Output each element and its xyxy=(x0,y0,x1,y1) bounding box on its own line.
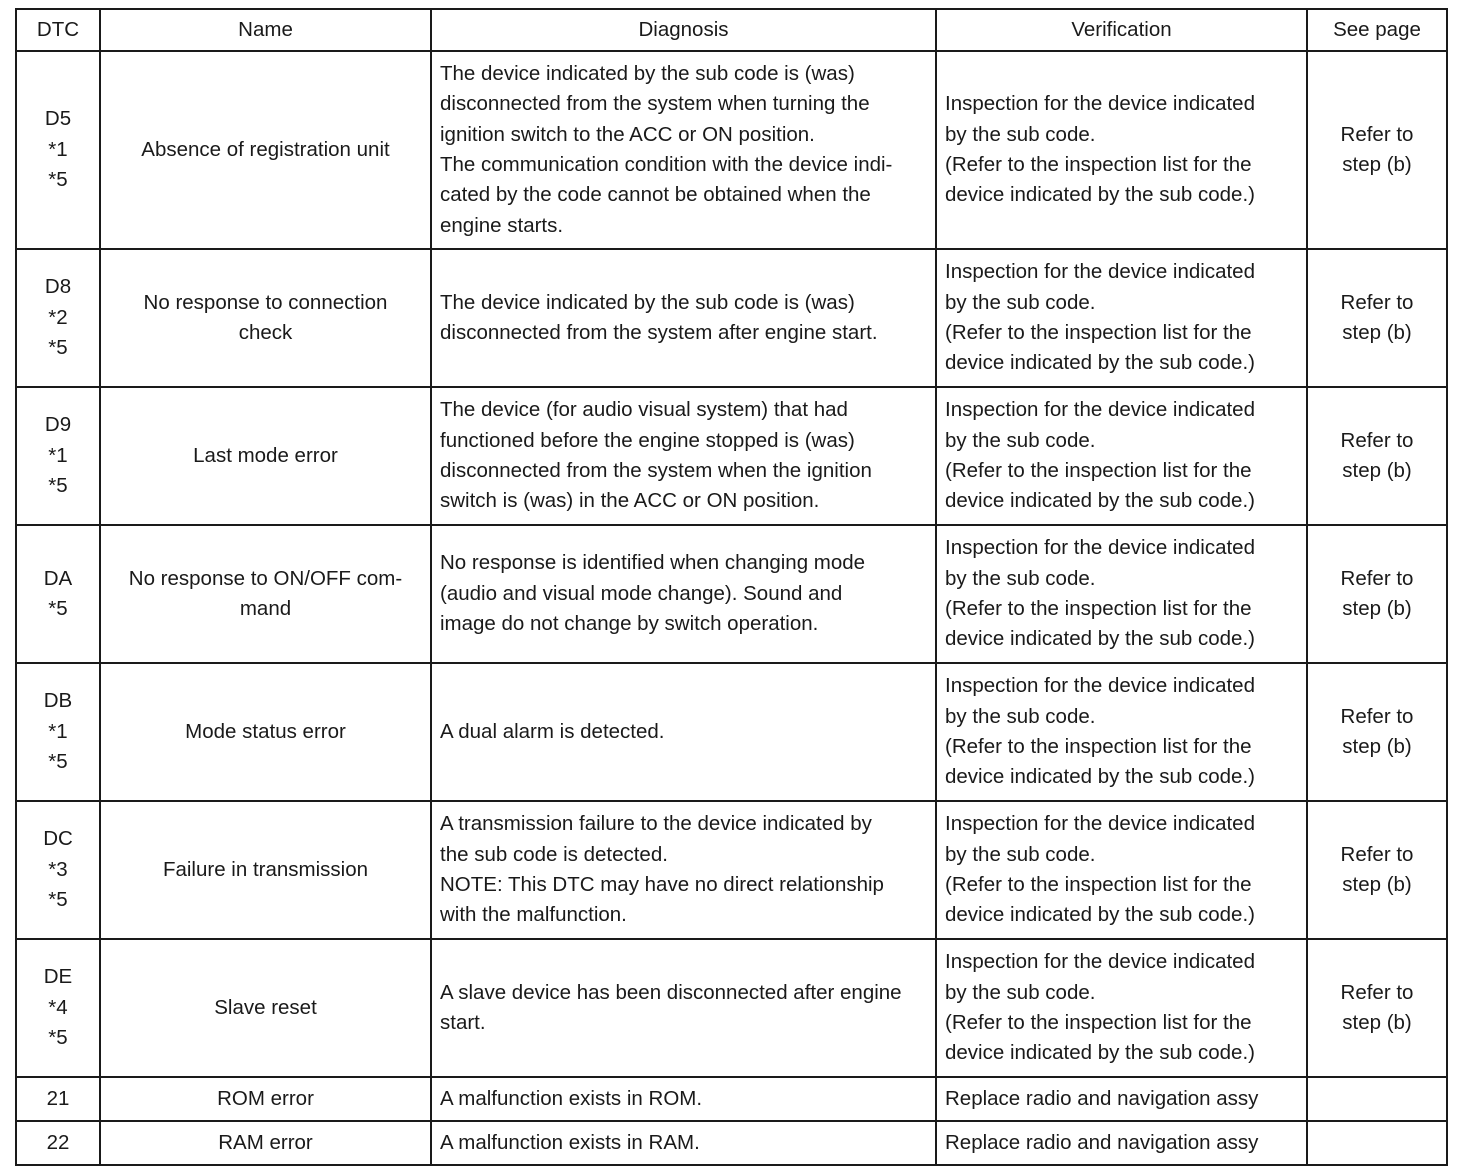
dtc-line: 22 xyxy=(46,1131,70,1154)
verification-line: Inspection for the device indicated xyxy=(945,812,1255,836)
dtc-line: D5 xyxy=(44,107,72,131)
name-line: No response to ON/OFF com- xyxy=(128,566,403,590)
verification-line: (Refer to the inspection list for the xyxy=(945,597,1252,620)
dtc-cell xyxy=(16,1077,100,1121)
header-see-page: See page xyxy=(1307,9,1447,51)
see_page-line: Refer to xyxy=(1340,122,1414,146)
name-cell xyxy=(100,801,431,939)
name-cell xyxy=(100,1121,431,1165)
see_page-line: step (b) xyxy=(1342,321,1412,344)
diagnosis-line: A slave device has been disconnected after engine xyxy=(440,980,902,1004)
name-cell xyxy=(100,939,431,1077)
diagnosis-line: A malfunction exists in ROM. xyxy=(440,1087,703,1110)
verification-line: device indicated by the sub code.) xyxy=(945,351,1255,375)
header-verification: Verification xyxy=(936,9,1307,51)
name-line: ROM error xyxy=(217,1087,314,1110)
see_page-line: Refer to xyxy=(1340,428,1414,452)
dtc-line: *5 xyxy=(48,750,68,774)
see_page-line: Refer to xyxy=(1340,290,1414,314)
diagnosis-cell xyxy=(431,525,936,663)
verification-line: device indicated by the sub code.) xyxy=(945,627,1255,651)
diagnosis-line: ignition switch to the ACC or ON position. xyxy=(440,122,815,146)
verification-cell xyxy=(936,1077,1307,1121)
dtc-line: *1 xyxy=(48,137,68,161)
dtc-line: DC xyxy=(43,827,73,851)
verification-line: by the sub code. xyxy=(945,704,1096,728)
diagnosis-line: the sub code is detected. xyxy=(440,842,668,866)
see_page-line: step (b) xyxy=(1342,1011,1412,1034)
dtc-line: *1 xyxy=(48,719,68,743)
verification-line: by the sub code. xyxy=(945,122,1096,146)
dtc-line: *5 xyxy=(48,888,68,912)
see_page-line: step (b) xyxy=(1342,735,1412,758)
see_page-line: Refer to xyxy=(1340,842,1414,866)
diagnosis-line: A malfunction exists in RAM. xyxy=(440,1131,700,1154)
verification-line: (Refer to the inspection list for the xyxy=(945,153,1252,176)
name-cell xyxy=(100,525,431,663)
see_page-line: Refer to xyxy=(1340,980,1414,1004)
table-row xyxy=(16,1121,1447,1165)
verification-cell xyxy=(936,1121,1307,1165)
verification-line: Replace radio and navigation assy xyxy=(945,1087,1259,1110)
verification-line: device indicated by the sub code.) xyxy=(945,1041,1255,1065)
see_page-line: step (b) xyxy=(1342,153,1412,176)
dtc-line: 21 xyxy=(46,1087,70,1110)
verification-line: Inspection for the device indicated xyxy=(945,92,1255,116)
verification-line: (Refer to the inspection list for the xyxy=(945,459,1252,482)
table-row xyxy=(16,939,1447,1077)
see-page-cell xyxy=(1307,1077,1447,1121)
name-line: mand xyxy=(239,597,292,620)
dtc-cell xyxy=(16,51,100,249)
see_page-line: step (b) xyxy=(1342,873,1412,896)
dtc-cell xyxy=(16,801,100,939)
verification-line: device indicated by the sub code.) xyxy=(945,903,1255,927)
diagnosis-line: The communication condition with the device indi- xyxy=(440,153,893,176)
diagnosis-line: image do not change by switch operation. xyxy=(440,612,819,636)
diagnosis-cell xyxy=(431,51,936,249)
verification-cell xyxy=(936,939,1307,1077)
verification-line: Inspection for the device indicated xyxy=(945,260,1255,284)
diagnosis-line: A transmission failure to the device indicated by xyxy=(440,812,872,836)
dtc-table xyxy=(15,8,1448,1166)
verification-cell xyxy=(936,525,1307,663)
name-line: Last mode error xyxy=(193,443,338,467)
dtc-line: DA xyxy=(43,566,73,590)
see-page-cell xyxy=(1307,249,1447,387)
name-line: Absence of registration unit xyxy=(141,137,390,161)
diagnosis-line: (audio and visual mode change). Sound and xyxy=(440,581,843,605)
diagnosis-line: The device indicated by the sub code is (was) xyxy=(440,61,855,85)
name-line: Slave reset xyxy=(214,995,317,1019)
diagnosis-line: functioned before the engine stopped is (was) xyxy=(440,428,855,452)
dtc-line: *5 xyxy=(48,336,68,360)
name-line: Failure in transmission xyxy=(162,857,369,881)
see-page-cell xyxy=(1307,387,1447,525)
diagnosis-line: disconnected from the system after engine start. xyxy=(440,321,878,344)
verification-line: Inspection for the device indicated xyxy=(945,674,1255,698)
name-cell xyxy=(100,249,431,387)
dtc-line: *5 xyxy=(48,1026,68,1050)
table-header-row xyxy=(16,9,1447,51)
diagnosis-cell xyxy=(431,939,936,1077)
verification-cell xyxy=(936,801,1307,939)
table-row xyxy=(16,51,1447,249)
diagnosis-cell xyxy=(431,801,936,939)
table-body xyxy=(16,51,1447,1165)
dtc-line: *5 xyxy=(48,168,68,192)
verification-line: Inspection for the device indicated xyxy=(945,398,1255,422)
verification-line: Inspection for the device indicated xyxy=(945,950,1255,974)
diagnosis-line: disconnected from the system when turning the xyxy=(440,92,870,116)
name-line: RAM error xyxy=(218,1131,313,1154)
name-cell xyxy=(100,1077,431,1121)
dtc-line: DE xyxy=(43,965,73,989)
verification-line: by the sub code. xyxy=(945,842,1096,866)
diagnosis-cell xyxy=(431,1121,936,1165)
diagnosis-line: The device indicated by the sub code is (was) xyxy=(440,290,855,314)
see_page-line: Refer to xyxy=(1340,704,1414,728)
header-dtc: DTC xyxy=(16,9,100,51)
see-page-cell xyxy=(1307,51,1447,249)
see_page-line: step (b) xyxy=(1342,459,1412,482)
name-cell xyxy=(100,387,431,525)
table-row xyxy=(16,801,1447,939)
verification-line: by the sub code. xyxy=(945,980,1096,1004)
diagnosis-cell xyxy=(431,387,936,525)
dtc-line: *4 xyxy=(48,995,68,1019)
name-cell xyxy=(100,663,431,801)
see_page-line: Refer to xyxy=(1340,566,1414,590)
verification-line: device indicated by the sub code.) xyxy=(945,489,1255,513)
verification-line: by the sub code. xyxy=(945,290,1096,314)
diagnosis-line: with the malfunction. xyxy=(440,903,627,927)
verification-line: (Refer to the inspection list for the xyxy=(945,1011,1252,1034)
header-name: Name xyxy=(100,9,431,51)
verification-line: by the sub code. xyxy=(945,428,1096,452)
see-page-cell xyxy=(1307,801,1447,939)
dtc-cell xyxy=(16,249,100,387)
dtc-line: *3 xyxy=(48,857,68,881)
verification-cell xyxy=(936,51,1307,249)
diagnosis-line: switch is (was) in the ACC or ON position. xyxy=(440,489,820,513)
verification-line: (Refer to the inspection list for the xyxy=(945,321,1252,344)
diagnosis-line: cated by the code cannot be obtained when the xyxy=(440,183,871,207)
dtc-cell xyxy=(16,663,100,801)
table-row xyxy=(16,387,1447,525)
dtc-cell xyxy=(16,1121,100,1165)
dtc-line: DB xyxy=(43,689,73,713)
see-page-cell xyxy=(1307,525,1447,663)
diagnosis-line: The device (for audio visual system) that had xyxy=(440,398,848,422)
table-row xyxy=(16,525,1447,663)
dtc-cell xyxy=(16,939,100,1077)
verification-cell xyxy=(936,663,1307,801)
name-cell xyxy=(100,51,431,249)
diagnosis-line: engine starts. xyxy=(440,213,564,237)
diagnosis-cell xyxy=(431,663,936,801)
see_page-line: step (b) xyxy=(1342,597,1412,620)
see-page-cell xyxy=(1307,939,1447,1077)
verification-line: (Refer to the inspection list for the xyxy=(945,735,1252,758)
diagnosis-cell xyxy=(431,1077,936,1121)
dtc-line: *5 xyxy=(48,597,68,620)
verification-line: Inspection for the device indicated xyxy=(945,536,1255,560)
see-page-cell xyxy=(1307,1121,1447,1165)
diagnosis-line: NOTE: This DTC may have no direct relationship xyxy=(440,873,884,896)
table-row xyxy=(16,249,1447,387)
verification-line: Replace radio and navigation assy xyxy=(945,1131,1259,1154)
dtc-line: *1 xyxy=(48,443,68,467)
diagnosis-line: No response is identified when changing mode xyxy=(440,551,866,575)
table-row xyxy=(16,663,1447,801)
verification-line: device indicated by the sub code.) xyxy=(945,183,1255,207)
table-row xyxy=(16,1077,1447,1121)
diagnosis-line: A dual alarm is detected. xyxy=(440,719,665,743)
verification-line: by the sub code. xyxy=(945,566,1096,590)
diagnosis-cell xyxy=(431,249,936,387)
diagnosis-line: disconnected from the system when the ignition xyxy=(440,459,872,482)
dtc-line: *5 xyxy=(48,474,68,498)
header-diagnosis: Diagnosis xyxy=(431,9,936,51)
verification-line: device indicated by the sub code.) xyxy=(945,765,1255,789)
name-line: Mode status error xyxy=(185,719,346,743)
verification-line: (Refer to the inspection list for the xyxy=(945,873,1252,896)
dtc-line: *2 xyxy=(48,305,68,329)
see-page-cell xyxy=(1307,663,1447,801)
dtc-line: D9 xyxy=(44,413,72,437)
name-line: No response to connection xyxy=(143,290,388,314)
dtc-cell xyxy=(16,525,100,663)
verification-cell xyxy=(936,387,1307,525)
dtc-line: D8 xyxy=(44,275,72,299)
diagnosis-line: start. xyxy=(440,1011,486,1034)
name-line: check xyxy=(238,321,293,344)
verification-cell xyxy=(936,249,1307,387)
dtc-cell xyxy=(16,387,100,525)
